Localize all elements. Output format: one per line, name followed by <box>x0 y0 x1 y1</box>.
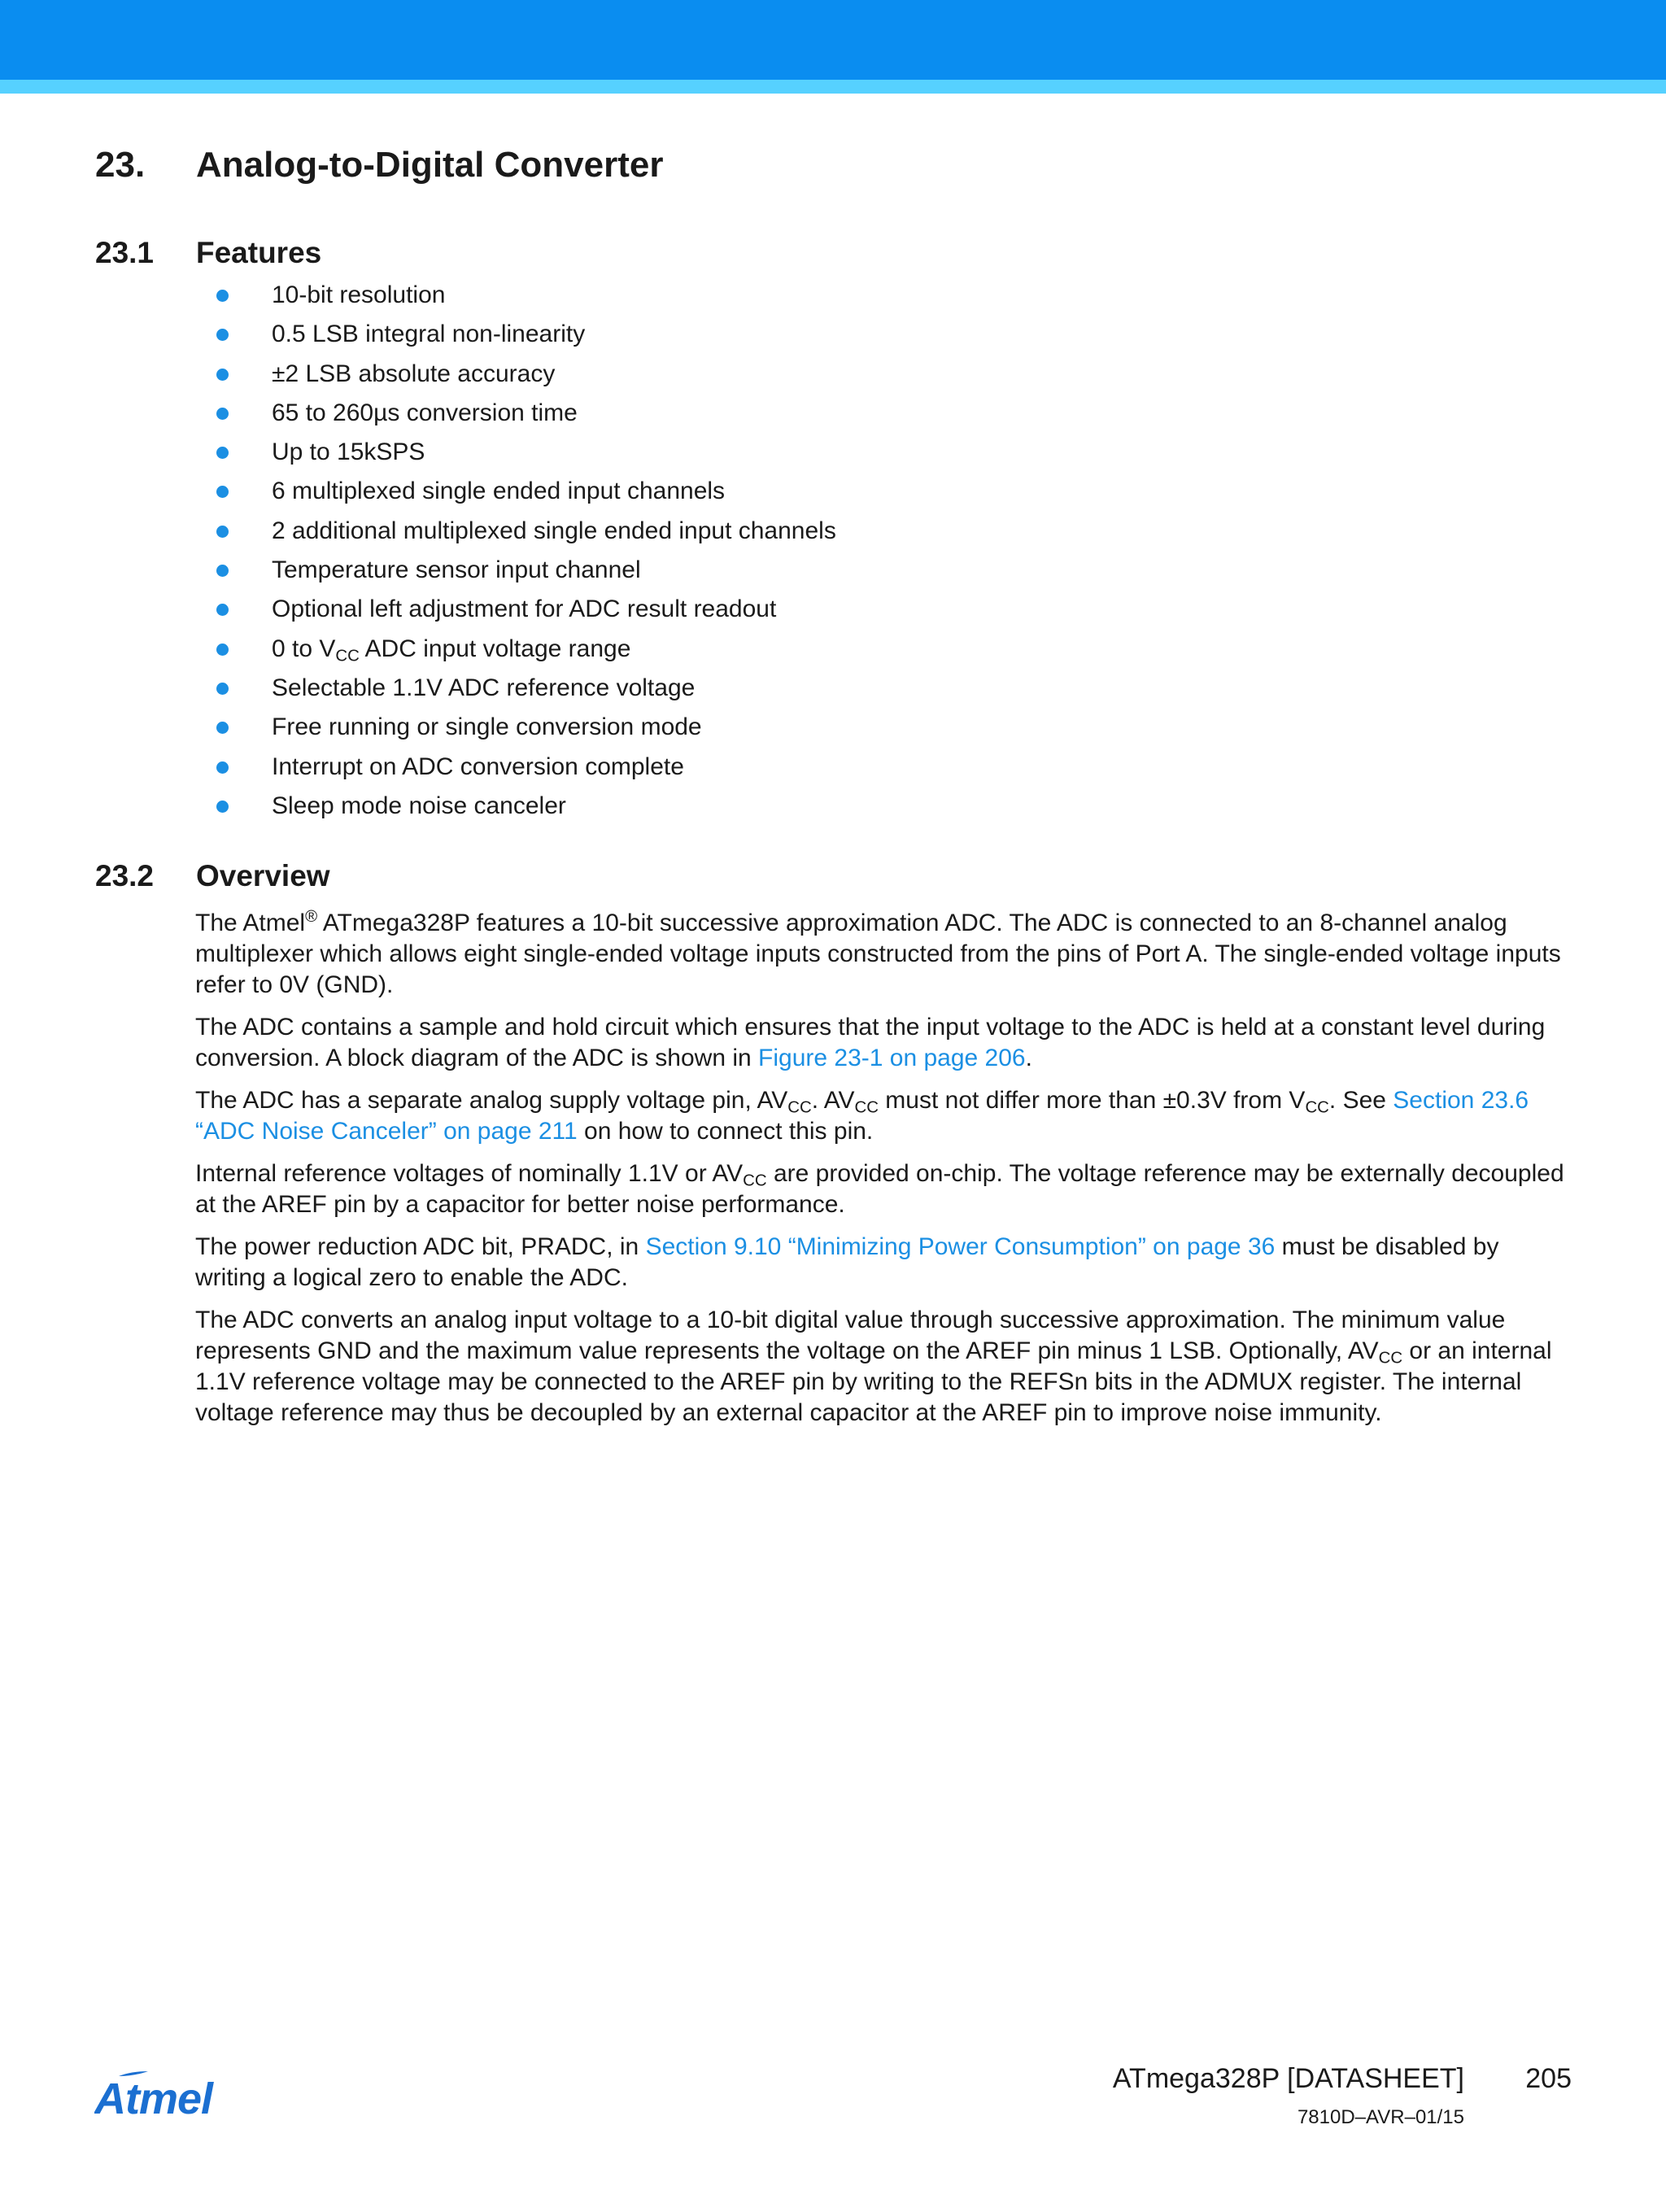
bullet-icon <box>216 801 229 813</box>
paragraph: The ADC converts an analog input voltage to a 10-bit digital value through successive approximation. The minimum value represents GND and the maximum value represents the voltage on the AREF pin minus 1 LSB. Optionally, $AV_{CC}$ or an internal 1.1V reference voltage may be connected to the AREF pin by writing to the REFSn bits in the ADMUX register. The internal voltage reference may thus be decoupled by an external capacitor at the AREF pin to improve noise immunity. <box>195 1307 1552 1426</box>
atmel-logo <box>94 2071 249 2120</box>
section-title: Features <box>196 236 322 269</box>
paragraph: The Atmel® ATmega328P features a 10-bit successive approximation ADC. The ADC is connected to an 8-channel analog multiplexer which allows eight single-ended voltage inputs constructed from the pins of Port A. The single-ended voltage inputs refer to 0V (GND). <box>195 907 1561 998</box>
paragraph: The ADC has a separate analog supply voltage pin, $AV_{CC}$. $AV_{CC}$ must not differ more than ±0.3V from $V_{CC}$. See Section 23.6 “ADC Noise Canceler” on page 211 on how to connect this pin. <box>195 1087 1529 1145</box>
section-heading-features <box>95 236 321 270</box>
section-link[interactable]: Section 9.10 “Minimizing Power Consumption” on page 36 <box>645 1233 1276 1260</box>
overview-body <box>195 908 1570 1440</box>
header-bar <box>0 0 1666 80</box>
bullet-icon <box>216 290 229 302</box>
bullet-icon <box>216 486 229 498</box>
chapter-number: 23. <box>95 145 146 185</box>
chapter-title: Analog-to-Digital Converter <box>196 145 664 185</box>
bullet-icon <box>216 329 229 341</box>
bullet-icon <box>216 408 229 420</box>
svg-text:Atmel: Atmel <box>94 2075 213 2120</box>
header-stripe <box>0 80 1666 94</box>
bullet-icon <box>216 565 229 577</box>
bullet-icon <box>216 722 229 734</box>
bullet-icon <box>216 604 229 616</box>
section-number: 23.2 <box>95 859 155 892</box>
bullet-icon <box>216 683 229 695</box>
document-code: 7810D–AVR–01/15 <box>1297 2106 1464 2128</box>
paragraph: Internal reference voltages of nominally 1.1V or $AV_{CC}$ are provided on-chip. The voltage reference may be externally decoupled at the AREF pin by a capacitor for better noise performance. <box>195 1160 1564 1218</box>
section-link[interactable]: Section 23.6 “ADC Noise Canceler” on page 211 <box>195 1087 1529 1145</box>
page-number: 205 <box>1525 2063 1572 2094</box>
document-title: ATmega328P [DATASHEET] <box>1112 2063 1464 2094</box>
section-heading-overview <box>95 859 330 893</box>
paragraph: The ADC contains a sample and hold circuit which ensures that the input voltage to the ADC is held at a constant level during conversion. A block diagram of the ADC is shown in Figure 23-1 on page 206. <box>195 1014 1546 1071</box>
bullet-icon <box>216 447 229 459</box>
section-number: 23.1 <box>95 236 155 269</box>
bullet-icon <box>216 526 229 538</box>
bullet-icon <box>216 369 229 381</box>
chapter-heading <box>95 145 663 185</box>
figure-link[interactable]: Figure 23-1 on page 206 <box>758 1045 1026 1071</box>
paragraph: The power reduction ADC bit, PRADC, in Section 9.10 “Minimizing Power Consumption” on page 36 must be disabled by writing a logical zero to enable the ADC. <box>195 1233 1499 1291</box>
bullet-icon <box>216 644 229 656</box>
bullet-icon <box>216 761 229 774</box>
section-title: Overview <box>196 859 330 892</box>
